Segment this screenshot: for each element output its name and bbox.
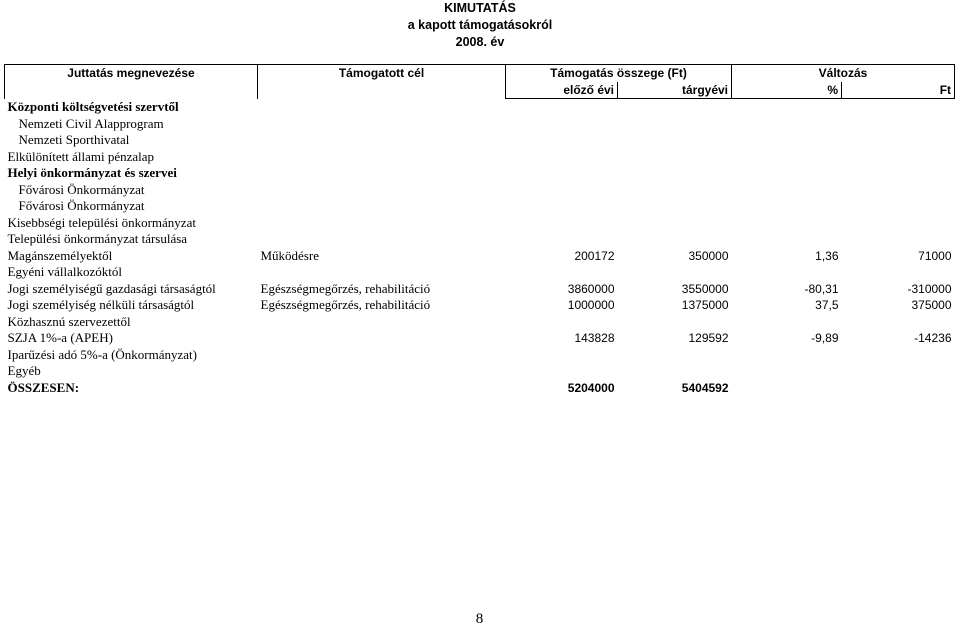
row-curr-amount [618, 198, 732, 215]
row-change-ft [842, 132, 955, 149]
report-subtitle: a kapott támogatásokról [407, 18, 553, 32]
table-body [5, 99, 955, 397]
row-change-pct [732, 347, 842, 364]
header-row-1 [5, 65, 955, 82]
row-curr-amount [618, 264, 732, 281]
row-goal [258, 314, 506, 331]
row-change-pct: -9,89 [811, 331, 839, 346]
row-goal: Egészségmegőrzés, rehabilitáció [260, 280, 431, 296]
row-prev-amount: 143828 [574, 331, 615, 346]
row-goal [258, 198, 506, 215]
report-year: 2008. év [455, 35, 505, 49]
row-change-ft: 71000 [918, 248, 952, 263]
row-name: Egyéb [7, 363, 41, 379]
row-name: Helyi önkormányzat és szervei [7, 165, 177, 181]
header-pct: % [732, 82, 842, 99]
row-name: Települési önkormányzat társulása [7, 231, 188, 247]
row-change-ft: -310000 [907, 281, 952, 296]
row-prev-amount [506, 314, 618, 331]
row-change-pct [732, 215, 842, 232]
table-row [5, 132, 955, 149]
row-prev-amount: 200172 [574, 248, 615, 263]
header-row-2 [5, 82, 955, 99]
header-ft: Ft [842, 82, 955, 99]
row-change-pct [732, 149, 842, 166]
row-curr-amount: 129592 [688, 331, 729, 346]
row-name: Közhasznú szervezettől [7, 313, 131, 329]
table-row [5, 149, 955, 166]
row-change-pct [732, 182, 842, 199]
table-row [5, 99, 955, 116]
row-goal [258, 330, 506, 347]
row-change-ft [842, 380, 955, 397]
header-curr: tárgyévi [618, 82, 732, 99]
row-goal [258, 165, 506, 182]
table-row [5, 297, 955, 314]
row-prev-amount [506, 347, 618, 364]
row-curr-amount [618, 347, 732, 364]
row-goal [258, 132, 506, 149]
report-title: KIMUTATÁS [444, 1, 516, 15]
row-name: ÖSSZESEN: [7, 379, 80, 395]
row-name: Jogi személyiségű gazdasági társaságtól [7, 280, 216, 296]
row-change-pct: 37,5 [815, 298, 839, 313]
table-row [5, 116, 955, 133]
table-row [5, 165, 955, 182]
table-row [5, 281, 955, 298]
table-row [5, 264, 955, 281]
row-change-ft [842, 149, 955, 166]
row-change-ft [842, 182, 955, 199]
row-name: SZJA 1%-a (APEH) [7, 330, 113, 346]
row-goal [258, 380, 506, 397]
page-number: 8 [475, 611, 484, 627]
row-prev-amount [506, 182, 618, 199]
row-change-pct: -80,31 [804, 281, 839, 296]
row-goal [258, 264, 506, 281]
row-curr-amount: 350000 [688, 248, 729, 263]
header-prev: előző évi [506, 82, 618, 99]
row-change-pct [732, 132, 842, 149]
row-goal [258, 149, 506, 166]
row-prev-amount: 3860000 [567, 281, 615, 296]
row-goal [258, 99, 506, 116]
row-prev-amount [506, 99, 618, 116]
row-curr-amount [618, 314, 732, 331]
table-row [5, 215, 955, 232]
table-row [5, 248, 955, 265]
table-row [5, 363, 955, 380]
row-curr-amount [618, 116, 732, 133]
header-goal-blank [258, 82, 506, 99]
row-prev-amount: 1000000 [567, 298, 615, 313]
row-curr-amount: 5404592 [681, 380, 729, 395]
row-prev-amount [506, 116, 618, 133]
row-change-ft [842, 215, 955, 232]
row-goal [258, 231, 506, 248]
row-goal: Működésre [260, 247, 319, 263]
row-change-ft [842, 116, 955, 133]
title-block [380, 0, 580, 51]
row-name: Iparűzési adó 5%-a (Önkormányzat) [7, 346, 197, 362]
row-change-pct [732, 380, 842, 397]
row-goal [258, 182, 506, 199]
row-change-pct [732, 99, 842, 116]
row-curr-amount [618, 149, 732, 166]
row-prev-amount [506, 231, 618, 248]
row-name: Kisebbségi települési önkormányzat [7, 214, 196, 230]
row-change-ft [842, 314, 955, 331]
row-name: Központi költségvetési szervtől [7, 99, 179, 114]
row-goal [258, 363, 506, 380]
table-row [5, 182, 955, 199]
row-curr-amount [618, 363, 732, 380]
header-change: Változás [732, 65, 955, 82]
row-prev-amount [506, 215, 618, 232]
row-prev-amount [506, 165, 618, 182]
row-goal: Egészségmegőrzés, rehabilitáció [260, 297, 431, 313]
table-row [5, 330, 955, 347]
row-curr-amount [618, 231, 732, 248]
row-prev-amount [506, 264, 618, 281]
header-amount: Támogatás összege (Ft) [506, 65, 732, 82]
row-change-ft [842, 198, 955, 215]
row-curr-amount [618, 132, 732, 149]
row-curr-amount [618, 99, 732, 116]
row-curr-amount [618, 182, 732, 199]
row-change-pct [732, 363, 842, 380]
row-change-ft: 375000 [911, 298, 952, 313]
header-goal: Támogatott cél [258, 65, 506, 82]
row-name: Fővárosi Önkormányzat [18, 198, 145, 214]
row-change-pct [732, 314, 842, 331]
table-row [5, 198, 955, 215]
table-row [5, 231, 955, 248]
table-row [5, 314, 955, 331]
row-change-ft [842, 363, 955, 380]
row-curr-amount: 1375000 [681, 298, 729, 313]
row-change-ft [842, 165, 955, 182]
row-name: Egyéni vállalkozóktól [7, 264, 122, 280]
row-change-ft [842, 264, 955, 281]
row-change-pct [732, 231, 842, 248]
row-change-ft [842, 347, 955, 364]
row-curr-amount [618, 215, 732, 232]
row-prev-amount [506, 132, 618, 149]
row-change-pct [732, 165, 842, 182]
row-change-ft [842, 99, 955, 116]
row-name: Fővárosi Önkormányzat [18, 181, 145, 197]
total-row [5, 380, 955, 397]
row-prev-amount [506, 363, 618, 380]
row-goal [258, 215, 506, 232]
header-name-blank [5, 82, 258, 99]
row-change-ft: -14236 [914, 331, 952, 346]
row-change-pct [732, 264, 842, 281]
support-table [4, 64, 955, 396]
row-goal [258, 116, 506, 133]
row-name: Jogi személyiség nélküli társaságtól [7, 297, 195, 313]
row-curr-amount: 3550000 [681, 281, 729, 296]
row-change-ft [842, 231, 955, 248]
row-curr-amount [618, 165, 732, 182]
row-change-pct [732, 116, 842, 133]
row-prev-amount: 5204000 [567, 380, 615, 395]
row-change-pct [732, 198, 842, 215]
row-change-pct: 1,36 [815, 248, 839, 263]
row-prev-amount [506, 198, 618, 215]
row-goal [258, 347, 506, 364]
header-name: Juttatás megnevezése [5, 65, 258, 82]
table-row [5, 347, 955, 364]
row-prev-amount [506, 149, 618, 166]
row-name: Nemzeti Sporthivatal [18, 132, 130, 148]
row-name: Magánszemélyektől [7, 247, 113, 263]
row-name: Elkülönített állami pénzalap [7, 148, 155, 164]
row-name: Nemzeti Civil Alapprogram [18, 115, 164, 131]
